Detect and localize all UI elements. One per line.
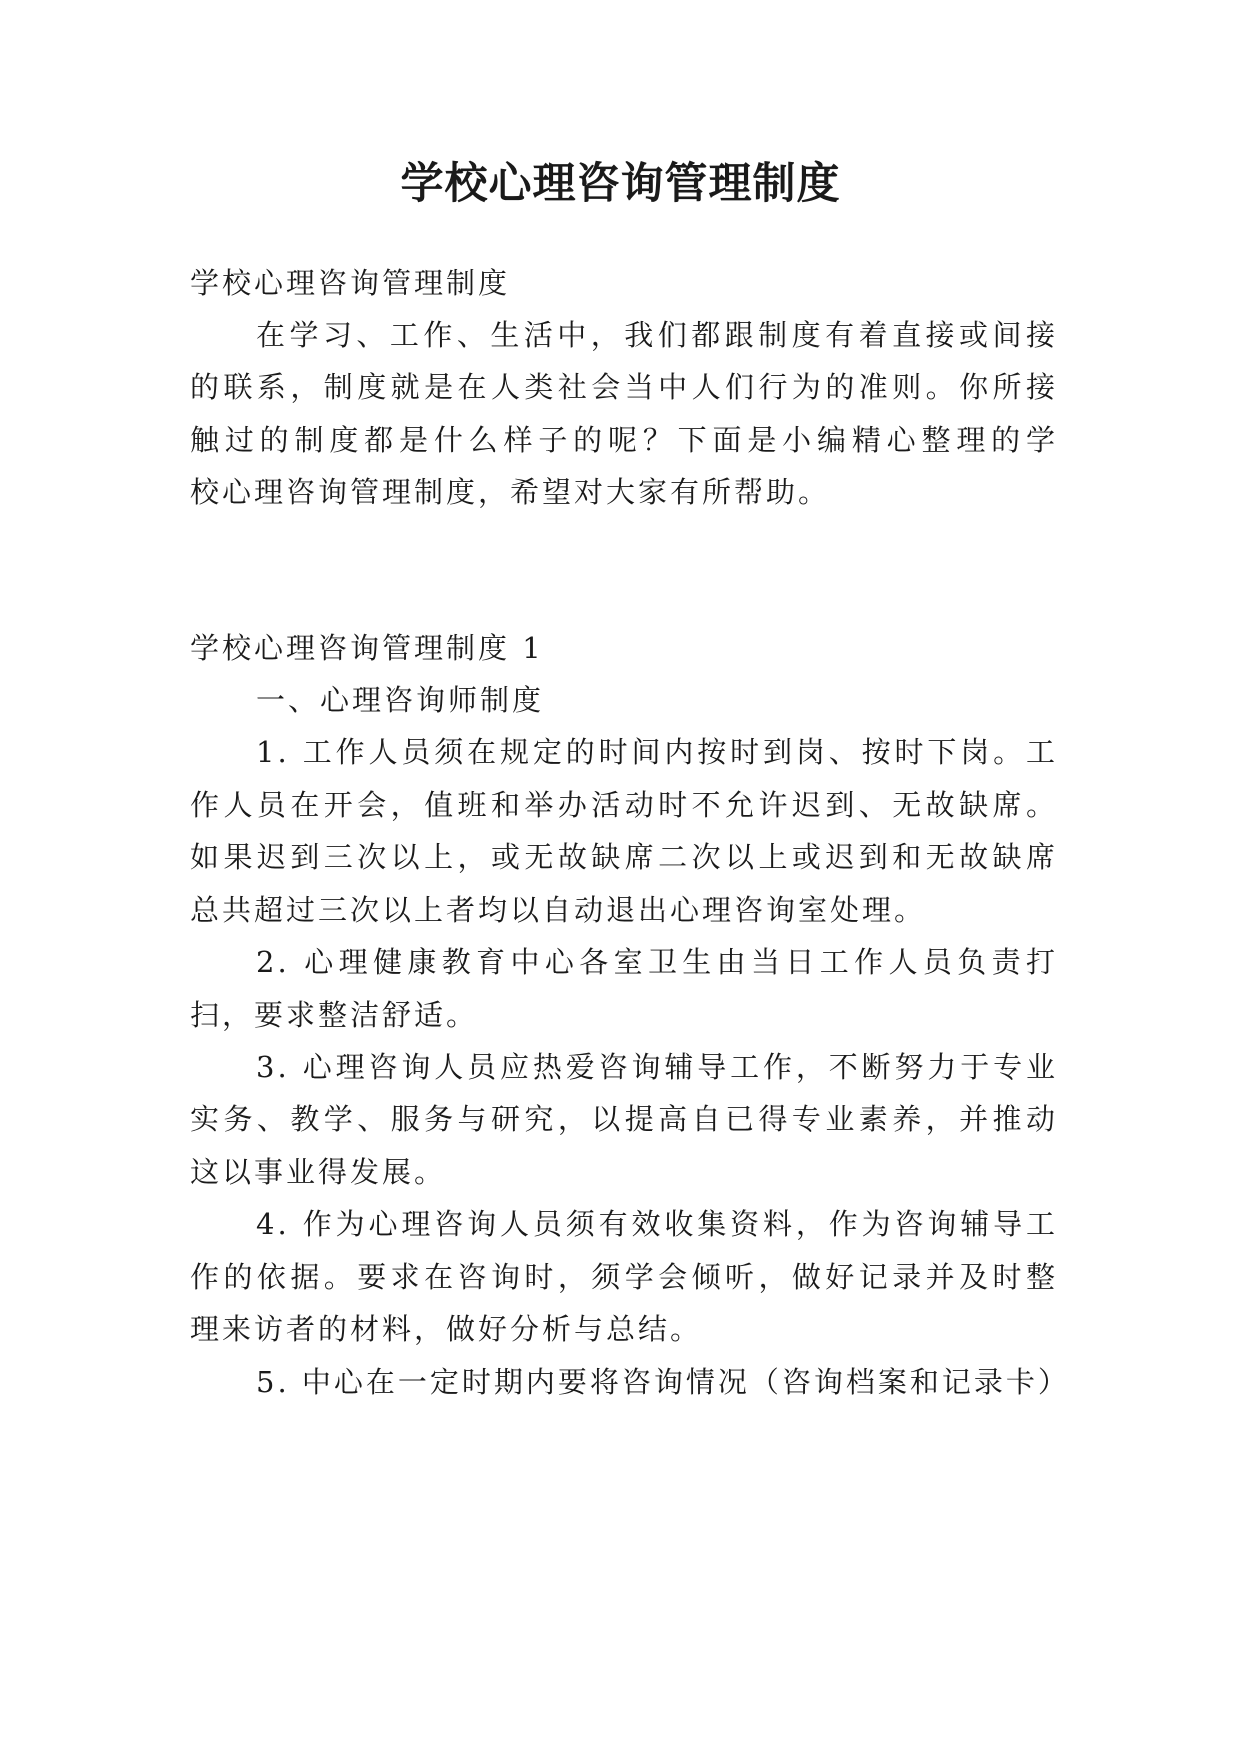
paragraph-line: 实务、教学、服务与研究，以提高自已得专业素养，并推动 (190, 1102, 1058, 1136)
section-heading-1: 学校心理咨询管理制度 1 (190, 631, 544, 665)
paragraph-line: 作的依据。要求在咨询时，须学会倾听，做好记录并及时整 (190, 1260, 1058, 1294)
paragraph-line: 3. 心理咨询人员应热爱咨询辅导工作，不断努力于专业 (256, 1050, 1058, 1084)
document-title: 学校心理咨询管理制度 (400, 159, 841, 209)
paragraph-line: 在学习、工作、生活中，我们都跟制度有着直接或间接 (256, 318, 1058, 352)
paragraph-line: 作人员在开会，值班和举办活动时不允许迟到、无故缺席。 (190, 788, 1058, 822)
paragraph-line: 扫，要求整洁舒适。 (190, 998, 479, 1032)
subsection-heading: 一、心理咨询师制度 (256, 683, 545, 717)
paragraph-line: 校心理咨询管理制度，希望对大家有所帮助。 (190, 475, 831, 509)
paragraph-line: 触过的制度都是什么样子的呢？下面是小编精心整理的学 (190, 423, 1058, 457)
paragraph-line: 总共超过三次以上者均以自动退出心理咨询室处理。 (190, 893, 927, 927)
paragraph-line: 的联系，制度就是在人类社会当中人们行为的准则。你所接 (190, 370, 1058, 404)
paragraph-line: 理来访者的材料，做好分析与总结。 (190, 1312, 703, 1346)
section-heading-intro: 学校心理咨询管理制度 (190, 266, 511, 300)
paragraph-line: 4. 作为心理咨询人员须有效收集资料，作为咨询辅导工 (256, 1207, 1058, 1241)
paragraph-line: 5. 中心在一定时期内要将咨询情况（咨询档案和记录卡） (256, 1365, 1070, 1399)
paragraph-line: 2. 心理健康教育中心各室卫生由当日工作人员负责打 (256, 945, 1058, 979)
paragraph-line: 1. 工作人员须在规定的时间内按时到岗、按时下岗。工 (256, 735, 1058, 769)
paragraph-line: 如果迟到三次以上，或无故缺席二次以上或迟到和无故缺席 (190, 840, 1058, 874)
paragraph-line: 这以事业得发展。 (190, 1155, 447, 1189)
